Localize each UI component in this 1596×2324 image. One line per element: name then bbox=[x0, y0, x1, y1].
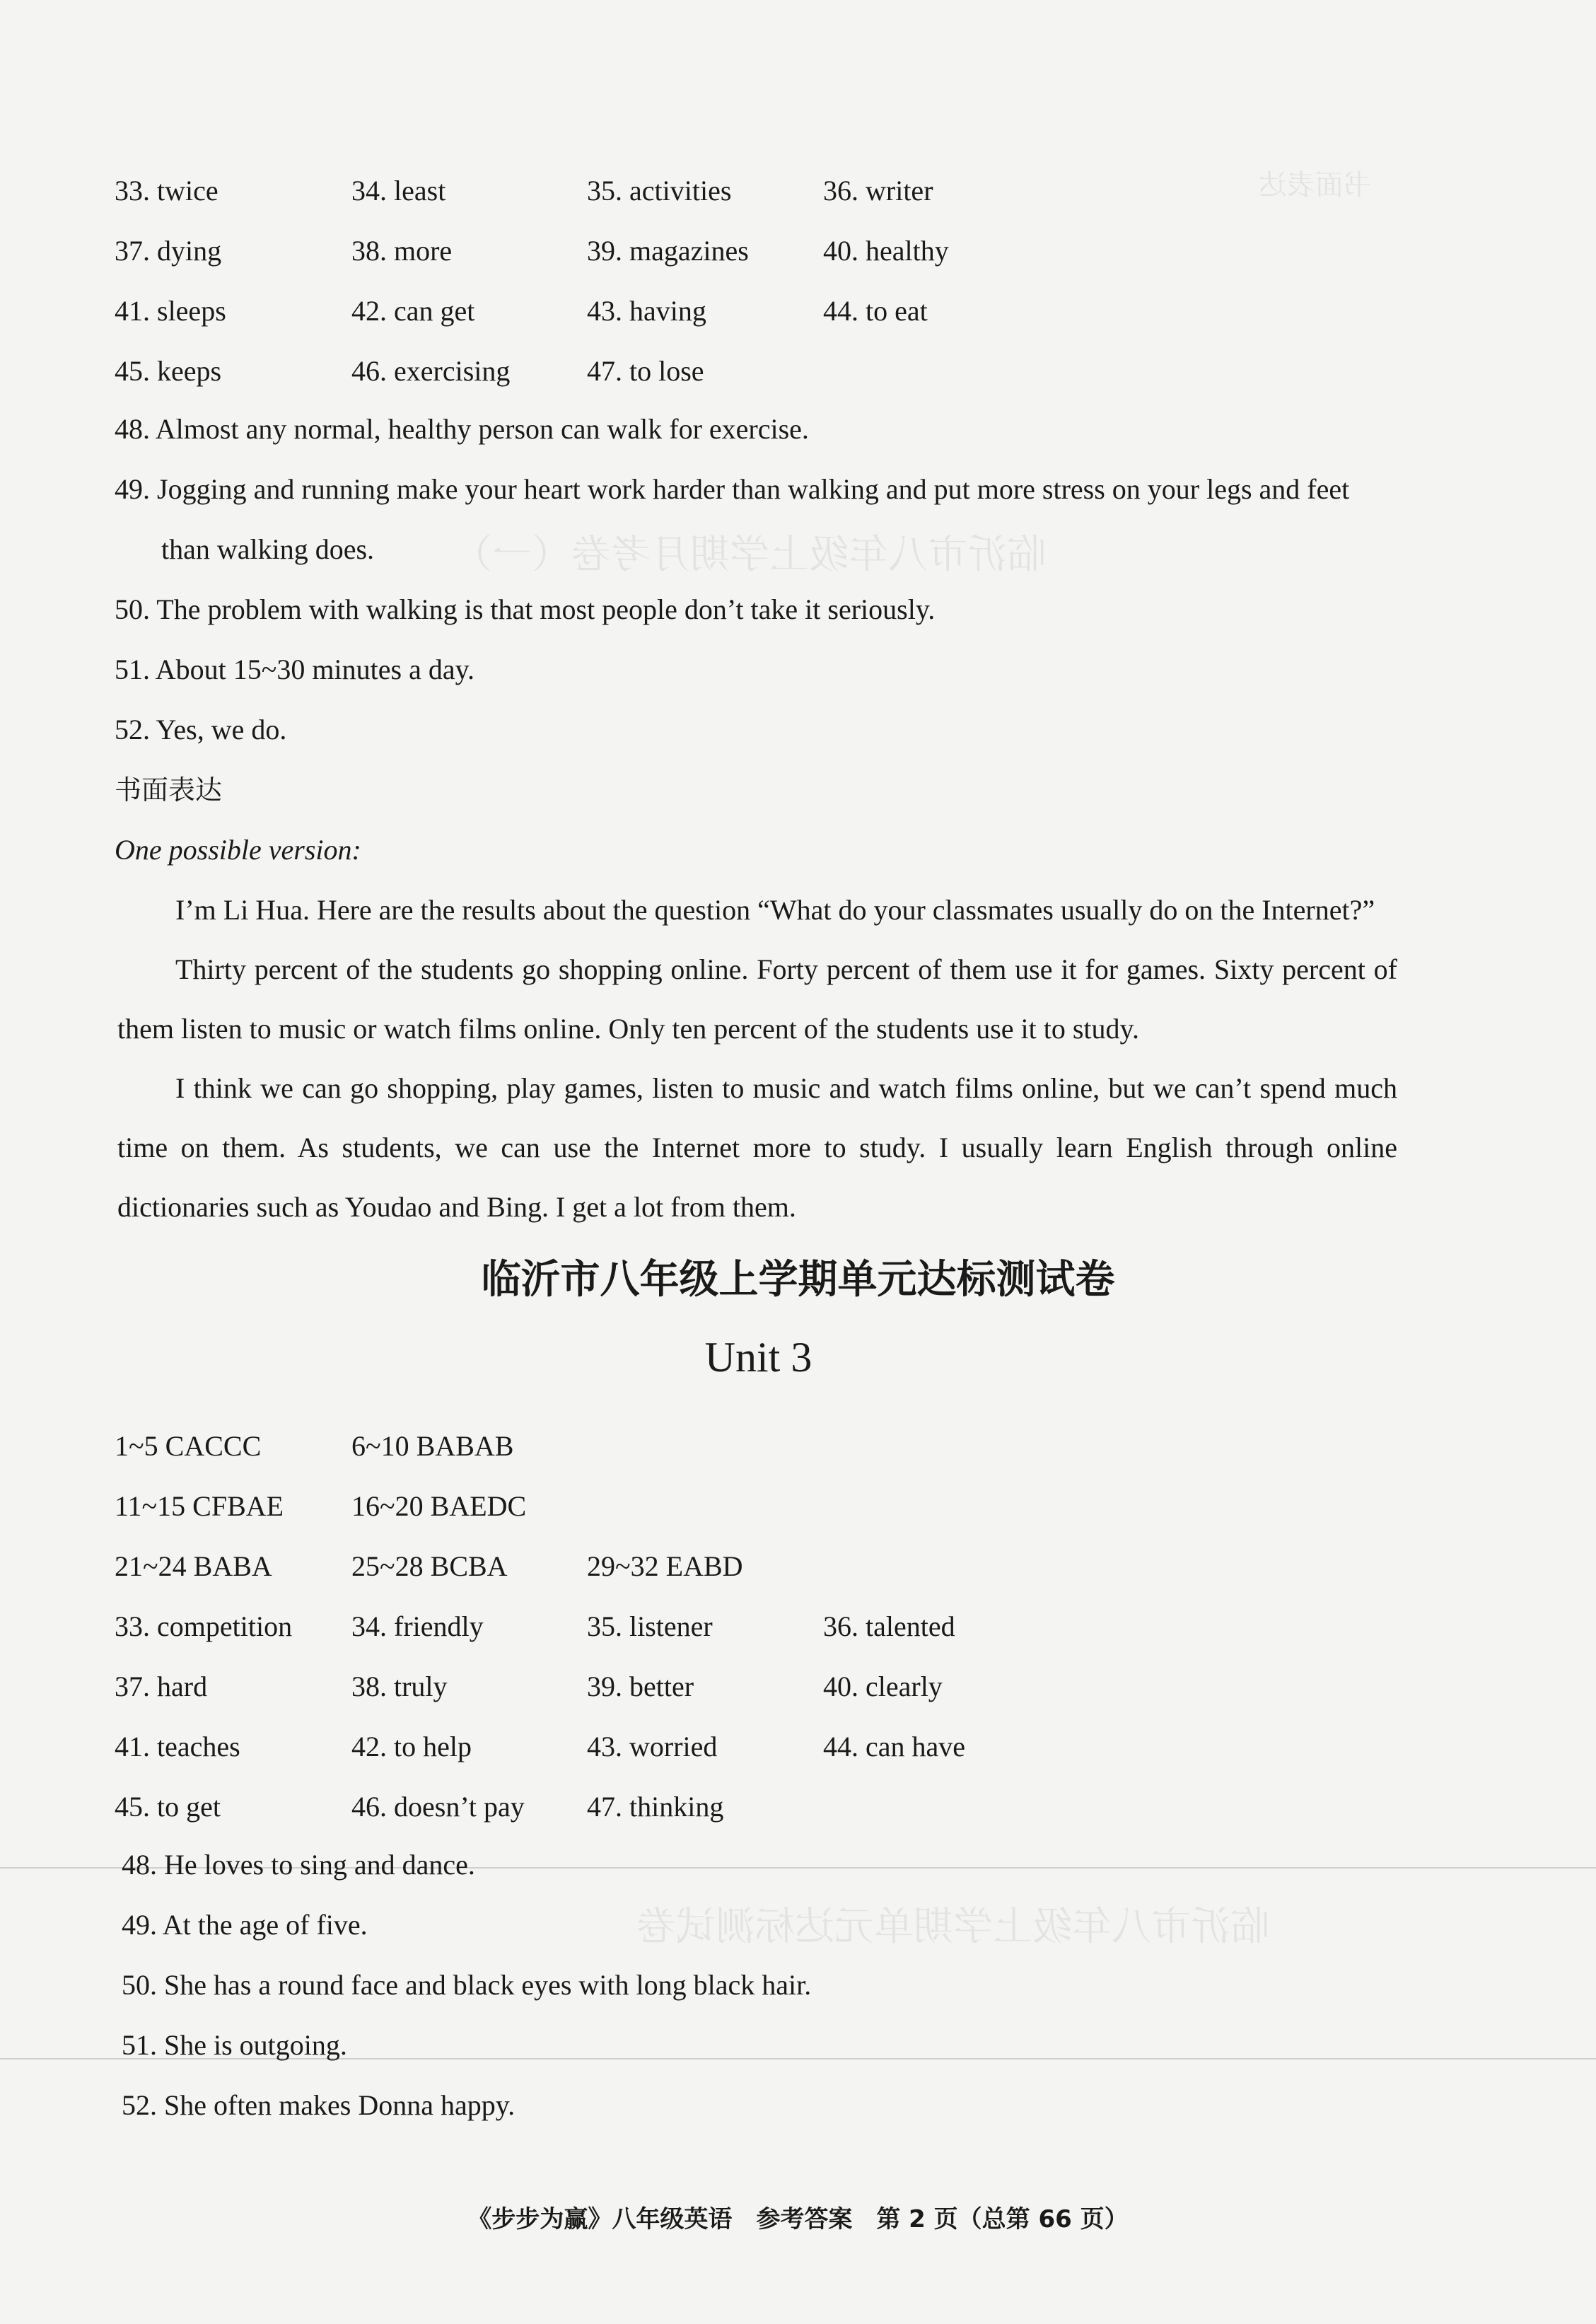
answer-cell: 35. listener bbox=[587, 1610, 713, 1642]
answer-49: 49. Jogging and running make your heart work harder than walking and put more stress on your legs and feet bbox=[115, 473, 1350, 505]
answer-cell: 47. to lose bbox=[587, 355, 704, 387]
answer-cell: 40. healthy bbox=[823, 235, 949, 267]
answer-cell: 44. can have bbox=[823, 1731, 966, 1762]
answer-cell: 45. to get bbox=[115, 1791, 221, 1823]
answer-row bbox=[115, 1719, 1458, 1775]
answer-cell: 44. to eat bbox=[823, 295, 928, 327]
answer-cell: 39. magazines bbox=[587, 235, 749, 267]
answer-cell: 34. least bbox=[351, 175, 446, 207]
possible-version-label: One possible version: bbox=[115, 834, 361, 866]
answer-row bbox=[115, 1658, 1458, 1715]
answer-cell: 39. better bbox=[587, 1671, 694, 1702]
answer-row bbox=[115, 1538, 1458, 1595]
answer-cell: 43. worried bbox=[587, 1731, 718, 1762]
writing-sample bbox=[117, 881, 1397, 1237]
answer-row bbox=[115, 1779, 1458, 1835]
answer-cell: 42. can get bbox=[351, 295, 475, 327]
answer-cell: 29~32 EABD bbox=[587, 1550, 743, 1582]
answer-row bbox=[115, 1418, 1458, 1475]
answer-cell: 40. clearly bbox=[823, 1671, 943, 1702]
answer-row bbox=[115, 223, 1458, 279]
answer-48: 48. Almost any normal, healthy person can walk for exercise. bbox=[115, 413, 809, 445]
answer-48: 48. He loves to sing and dance. bbox=[122, 1849, 475, 1881]
answer-cell: 33. twice bbox=[115, 175, 219, 207]
answer-cell: 47. thinking bbox=[587, 1791, 724, 1823]
exam-title: 临沂市八年级上学期单元达标测试卷 bbox=[481, 1257, 1115, 1303]
writing-heading: 书面表达 bbox=[115, 774, 223, 806]
answer-cell: 46. doesn’t pay bbox=[351, 1791, 525, 1823]
answer-51: 51. About 15~30 minutes a day. bbox=[115, 653, 475, 685]
answer-cell: 41. teaches bbox=[115, 1731, 240, 1762]
bleed-through: 书面表达 bbox=[1259, 169, 1372, 201]
answer-49: 49. At the age of five. bbox=[122, 1909, 368, 1941]
answer-cell: 46. exercising bbox=[351, 355, 511, 387]
answer-cell: 36. talented bbox=[823, 1610, 955, 1642]
answer-cell: 37. dying bbox=[115, 235, 222, 267]
answer-row bbox=[115, 163, 1458, 219]
answer-cell: 38. more bbox=[351, 235, 453, 267]
answer-cell: 11~15 CFBAE bbox=[115, 1490, 284, 1522]
answer-cell: 6~10 BABAB bbox=[351, 1430, 514, 1462]
answer-cell: 16~20 BAEDC bbox=[351, 1490, 527, 1522]
answer-cell: 33. competition bbox=[115, 1610, 293, 1642]
unit-title: Unit 3 bbox=[704, 1334, 812, 1381]
answer-49-continued: than walking does. bbox=[161, 533, 375, 565]
writing-paragraph-3: I think we can go shopping, play games, listen to music and watch films online, but we can’t spend much time on them. As students, we can use the Internet more to study. I usually learn English through online dictionaries such as Youdao and Bing. I get a lot from them. bbox=[117, 1072, 1397, 1223]
page-footer: 《步步为赢》八年级英语 参考答案 第 2 页（总第 66 页） bbox=[467, 2205, 1129, 2233]
answer-row bbox=[115, 1598, 1458, 1655]
answer-50: 50. The problem with walking is that most people don’t take it seriously. bbox=[115, 593, 936, 625]
bleed-through: 临沂市八年级上学期单元达标测试卷 bbox=[636, 1905, 1270, 1949]
answer-51: 51. She is outgoing. bbox=[122, 2029, 347, 2061]
answer-cell: 25~28 BCBA bbox=[351, 1550, 508, 1582]
answer-row bbox=[115, 283, 1458, 339]
answer-cell: 34. friendly bbox=[351, 1610, 484, 1642]
answer-cell: 35. activities bbox=[587, 175, 732, 207]
answer-52: 52. She often makes Donna happy. bbox=[122, 2089, 516, 2121]
answer-50: 50. She has a round face and black eyes with long black hair. bbox=[122, 1969, 812, 2001]
answer-cell: 42. to help bbox=[351, 1731, 472, 1762]
answer-cell: 41. sleeps bbox=[115, 295, 226, 327]
answer-52: 52. Yes, we do. bbox=[115, 714, 287, 745]
answer-cell: 43. having bbox=[587, 295, 706, 327]
answer-cell: 45. keeps bbox=[115, 355, 222, 387]
answer-cell: 37. hard bbox=[115, 1671, 208, 1702]
writing-paragraph-1: I’m Li Hua. Here are the results about the question “What do your classmates usually do on the Internet?” bbox=[175, 894, 1375, 926]
answer-cell: 38. truly bbox=[351, 1671, 448, 1702]
answer-cell: 21~24 BABA bbox=[115, 1550, 272, 1582]
answer-row bbox=[115, 343, 1458, 400]
answer-row bbox=[115, 1478, 1458, 1535]
answer-cell: 36. writer bbox=[823, 175, 933, 207]
answer-cell: 1~5 CACCC bbox=[115, 1430, 262, 1462]
bleed-through: 临沂市八年级上学期月考卷（一） bbox=[453, 533, 1047, 577]
writing-paragraph-2: Thirty percent of the students go shopping online. Forty percent of them use it for games. Sixty percent of them listen to music or watch films online. Only ten percent of the students use it to study. bbox=[117, 953, 1397, 1045]
